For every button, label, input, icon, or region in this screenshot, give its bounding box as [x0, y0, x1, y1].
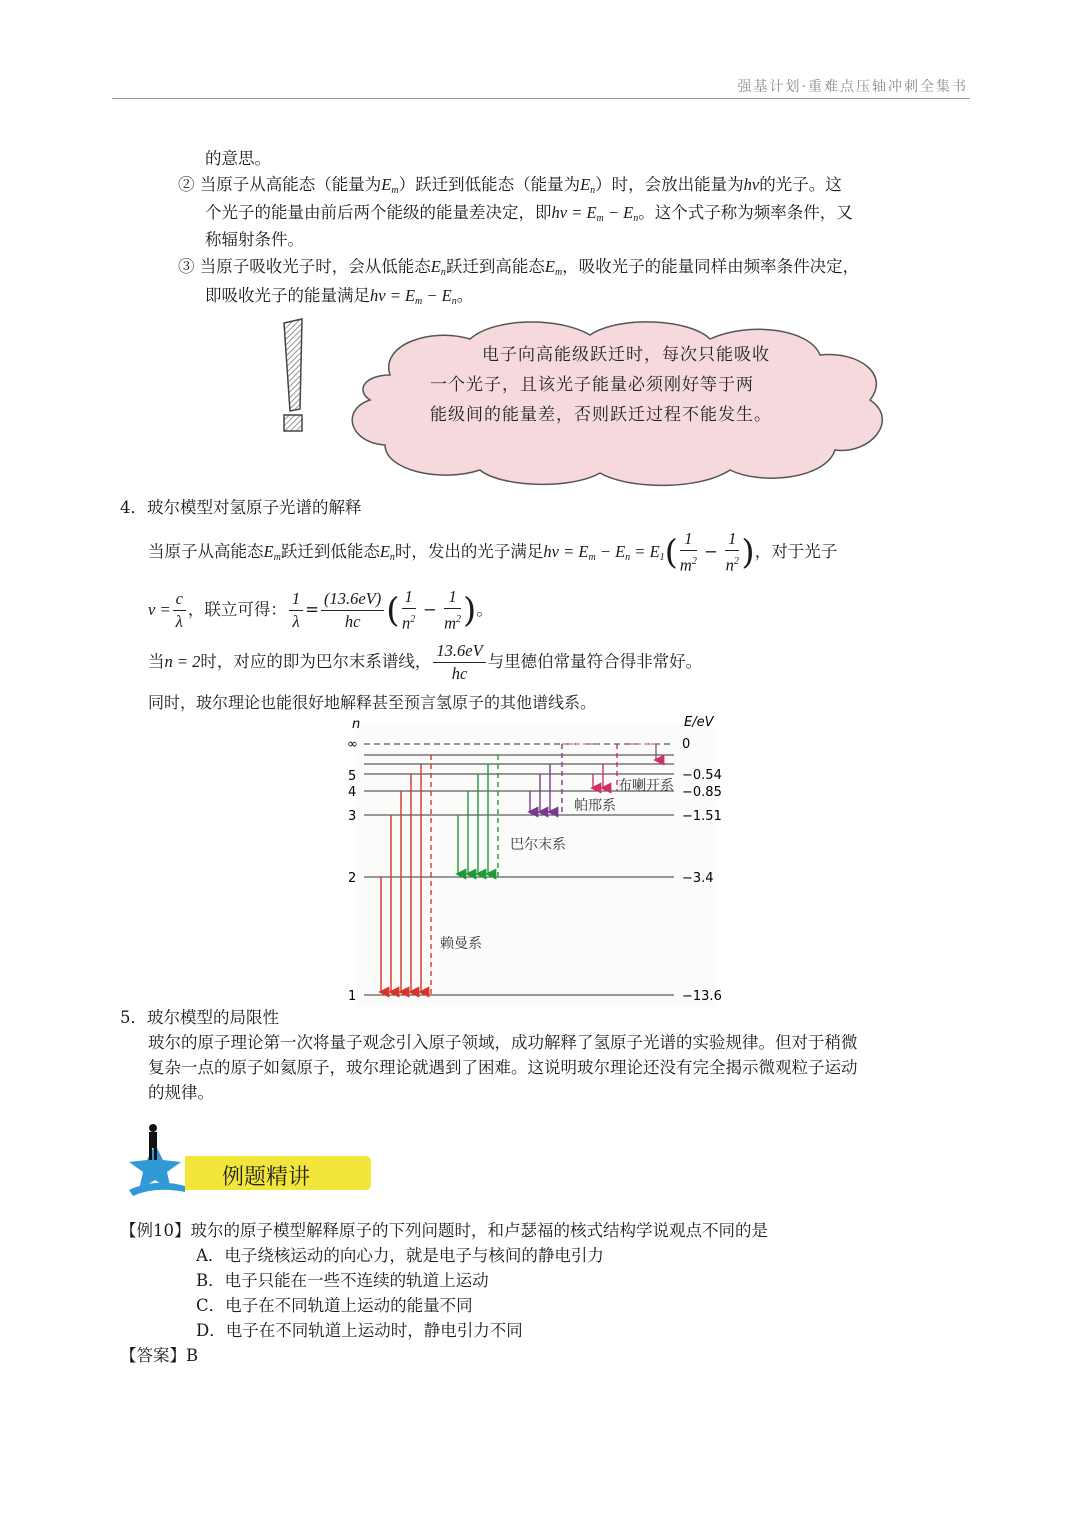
option-a: A．电子绕核运动的向心力，就是电子与核间的静电引力: [196, 1246, 604, 1265]
answer-line: [120, 1343, 198, 1369]
cloud-note: [430, 340, 810, 430]
axis-n-label: n: [352, 717, 361, 732]
symbol-En: $E_n$: [580, 175, 596, 196]
diagram-background: [356, 726, 716, 1006]
item3-text-c: ，吸收光子的能量同样由频率条件决定，: [562, 257, 860, 276]
E-label-151: −1.51: [682, 809, 722, 824]
series-label-brackett: 布喇开系: [618, 778, 674, 794]
item2-line2-tail: 。这个式子称为频率条件，又: [638, 203, 853, 222]
example-question-text: 玻尔的原子模型解释原子的下列问题时，和卢瑟福的核式结构学说观点不同的是: [190, 1221, 768, 1240]
symbol-En: $E_n$: [379, 541, 395, 563]
energy-level-diagram: [330, 712, 730, 1012]
section4-title: 4．玻尔模型对氢原子光谱的解释: [120, 498, 362, 517]
section4-line2: ν = $\frac{c}{\lambda}$ ，联立可得： $\frac{1}{\lambda}$ = $\frac{(13.6eV)}{hc}$ ( $\frac{1}{n^2}$ − $\frac{1}{m^2}$ )。: [148, 587, 493, 633]
symbol-hv: hν: [743, 175, 760, 194]
nu-eq: ν =: [148, 599, 171, 619]
freq-condition-eq: $h\nu = E_m - E_n$: [551, 203, 639, 224]
symbol-Em: $E_m$: [381, 175, 399, 196]
header-divider: [112, 98, 970, 99]
series-label-lyman: 赖曼系: [440, 936, 482, 952]
intro-item2-line3: 称辐射条件。: [205, 230, 304, 249]
option-b: B．电子只能在一些不连续的轨道上运动: [196, 1271, 489, 1290]
s4-l1-a: 当原子从高能态: [148, 541, 264, 561]
frac-c-over-lambda: $\frac{c}{\lambda}$: [173, 588, 186, 633]
symbol-En: $E_n$: [430, 257, 446, 278]
intro-line0: 的意思。: [205, 149, 271, 168]
intro-item3-line2: [205, 283, 473, 315]
n-equals-2: n = 2: [164, 652, 201, 671]
example-question: [120, 1218, 768, 1244]
cloud-line3: 能级间的能量差，否则跃迁过程不能发生。: [430, 405, 772, 425]
absorb-eq: $h\nu = E_m - E_n$: [370, 286, 457, 307]
s4-l3-c: 与里德伯常量符合得非常好。: [487, 652, 703, 671]
symbol-Em: $E_m$: [263, 541, 281, 563]
item3-number: ③: [178, 257, 195, 276]
frac-1-over-n2: $\frac{1}{n^2}$: [402, 587, 416, 633]
section5-line2: 复杂一点的原子如氦原子，玻尔理论就遇到了困难。这说明玻尔理论还没有完全揭示微观粒子运动: [148, 1058, 858, 1077]
banner-label: 例题精讲: [222, 1165, 311, 1190]
frac-1-over-m2: $\frac{1}{m^2}$: [679, 529, 697, 575]
item3-text-a: 当原子吸收光子时，会从低能态: [199, 257, 431, 276]
series-label-balmer: 巴尔末系: [510, 837, 566, 853]
n-label-4: 4: [348, 785, 357, 800]
item2-number: ②: [178, 175, 195, 194]
intro-item3-line1: [178, 254, 859, 286]
section4-line3: [148, 640, 702, 685]
E-label-136: −13.6: [682, 989, 722, 1004]
item2-line2-text: 个光子的能量由前后两个能级的能量差决定，即: [205, 203, 552, 222]
cloud-line2: 一个光子，且该光子能量必须刚好等于两: [430, 375, 754, 395]
E-label-34: −3.4: [682, 871, 714, 886]
section4-line1: 当原子从高能态$E_m$跃迁到低能态$E_n$时，发出的光子满足$h\nu = E_m - E_n = E_1$( $\frac{1}{m^2}$ − $\frac{1}{n^2}$ )，对于光子: [148, 529, 838, 575]
exclamation-icon: [284, 319, 302, 431]
s4-l3-b: 时，对应的即为巴尔末系谱线，: [200, 652, 432, 671]
item2-text-d: 的光子。这: [759, 175, 842, 194]
s4-l1-c: 时，发出的光子满足: [394, 541, 544, 561]
swoosh-icon: [129, 1183, 185, 1196]
item2-text-a: 当原子从高能态（能量为: [199, 175, 382, 194]
item2-text-c: ）时，会放出能量为: [595, 175, 744, 194]
rydberg-eq: $h\nu = E_m - E_n = E_1$: [543, 541, 665, 563]
s4-l1-d: ，对于光子: [754, 541, 838, 561]
frac-rydberg: $\frac{13.6eV}{hc}$: [433, 640, 485, 685]
s4-l2-a: ，联立可得：: [187, 599, 287, 619]
symbol-Em: $E_m$: [544, 257, 563, 278]
answer-value: B: [186, 1346, 199, 1365]
item3-text-b: 跃迁到高能态: [445, 257, 545, 276]
section4-line4: 同时，玻尔理论也能很好地解释甚至预言氢原子的其他谱线系。: [148, 693, 597, 712]
s4-l3-a: 当: [148, 652, 165, 671]
s4-l2-b: 。: [476, 599, 493, 619]
item3-line2-tail: 。: [456, 286, 474, 305]
section5-title: 5．玻尔模型的局限性: [120, 1008, 279, 1027]
item3-line2-text: 即吸收光子的能量满足: [205, 286, 370, 305]
section5-line1: 玻尔的原子理论第一次将量子观念引入原子领域，成功解释了氢原子光谱的实验规律。但对于稍微: [148, 1033, 858, 1052]
series-label-paschen: 帕邢系: [574, 798, 616, 814]
n-label-5: 5: [348, 769, 357, 784]
section5-line3: 的规律。: [148, 1083, 214, 1102]
frac-1-over-n2: $\frac{1}{n^2}$: [725, 529, 739, 575]
frac-1-over-m2: $\frac{1}{m^2}$: [444, 587, 462, 633]
n-label-inf: ∞: [347, 737, 358, 752]
option-d: D．电子在不同轨道上运动时，静电引力不同: [196, 1321, 523, 1340]
frac-const-over-hc: $\frac{(13.6eV)}{hc}$: [321, 588, 384, 633]
n-label-3: 3: [348, 809, 357, 824]
E-label-054: −0.54: [682, 768, 722, 783]
example-tag: 【例10】: [120, 1221, 191, 1240]
E-label-0: 0: [682, 737, 691, 752]
axis-E-label: E/eV: [684, 715, 714, 730]
s4-l1-b: 跃迁到低能态: [280, 541, 380, 561]
n-label-2: 2: [348, 871, 357, 886]
header-title: 强基计划·重难点压轴冲刺全集书: [737, 79, 968, 95]
frac-1-over-lambda: $\frac{1}{\lambda}$: [289, 588, 303, 633]
E-label-085: −0.85: [682, 785, 722, 800]
option-c: C．电子在不同轨道上运动的能量不同: [196, 1296, 473, 1315]
item2-text-b: ）跃迁到低能态（能量为: [398, 175, 581, 194]
cloud-line1: 电子向高能级跃迁时，每次只能吸收: [482, 345, 770, 365]
answer-tag: 【答案】: [120, 1346, 186, 1365]
n-label-1: 1: [348, 989, 357, 1004]
